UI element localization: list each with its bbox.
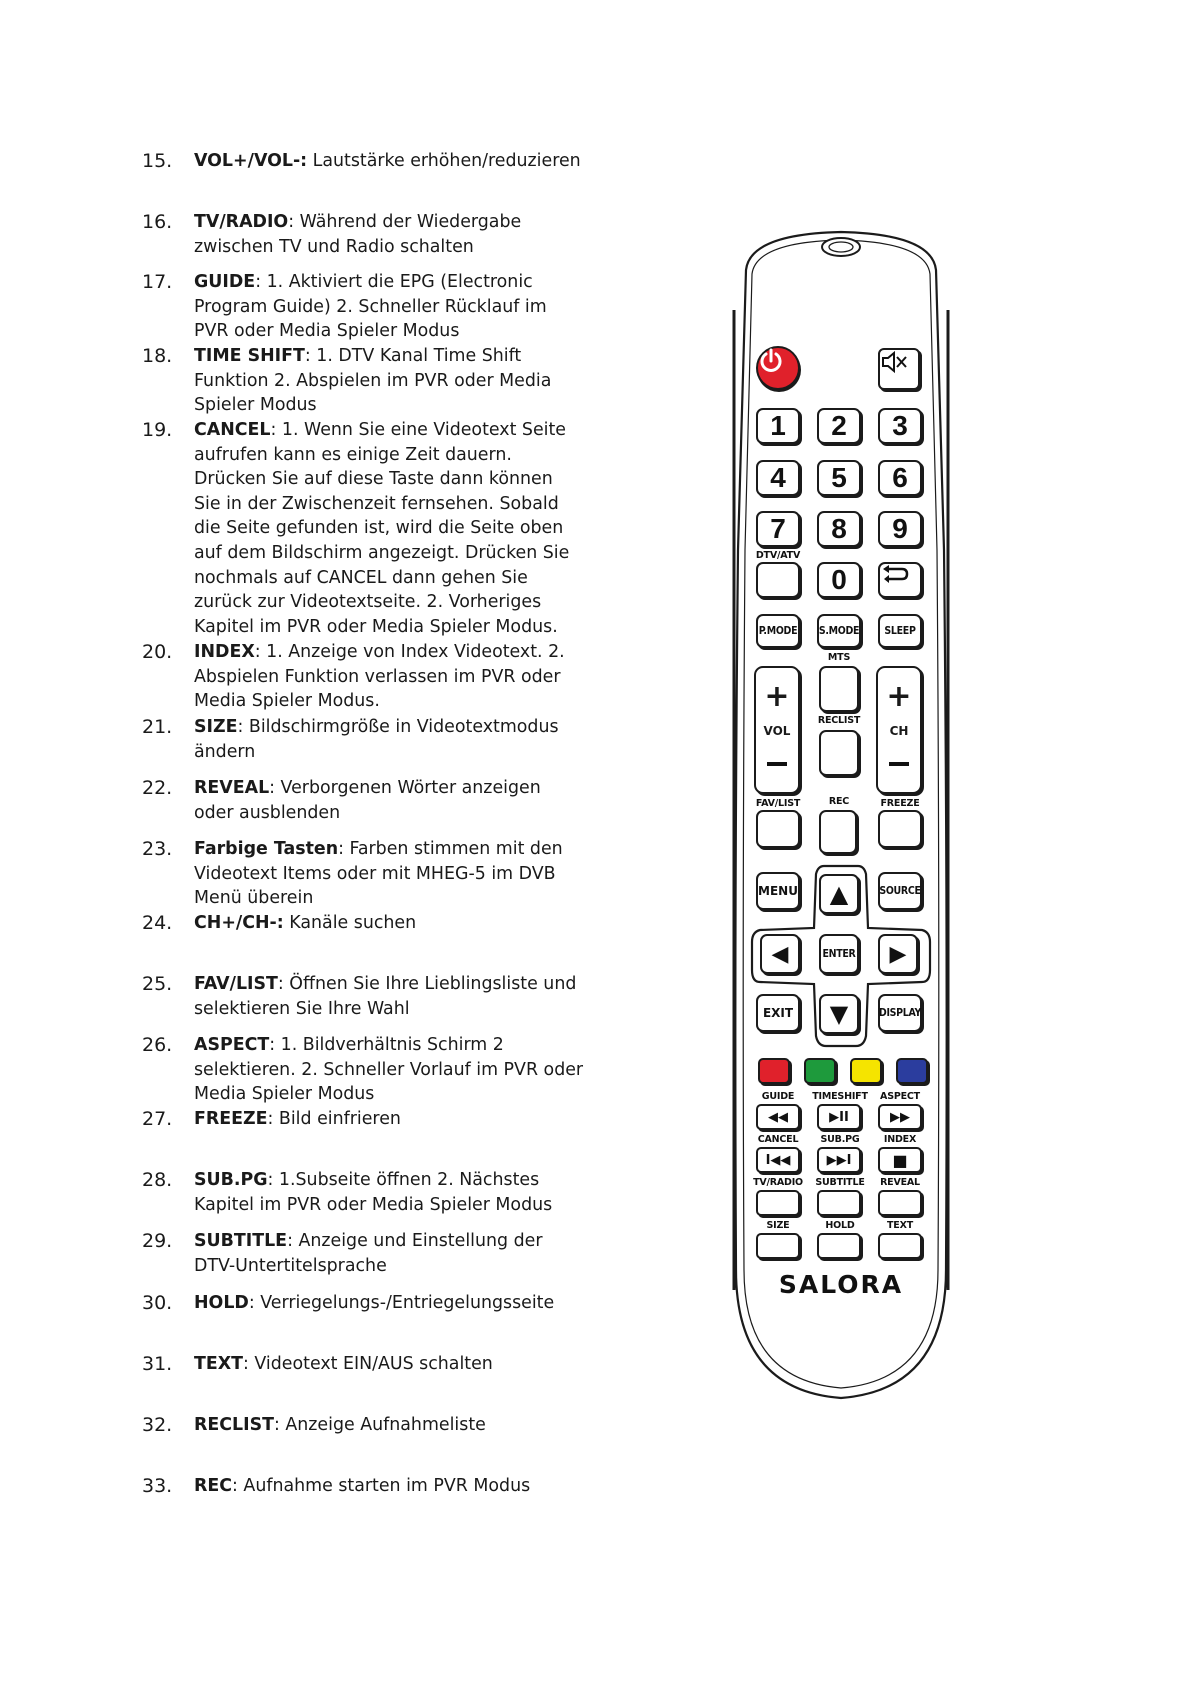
item-number: 24. xyxy=(142,912,173,934)
digit-7-button[interactable]: 7 xyxy=(756,511,800,547)
item-text xyxy=(194,344,584,418)
dtv-atv-label: DTV/ATV xyxy=(755,550,801,561)
item-number: 22. xyxy=(142,777,173,799)
item-label: CH+/CH-: xyxy=(194,913,284,933)
digit-0-button[interactable]: 0 xyxy=(817,562,861,598)
item-number: 27. xyxy=(142,1108,173,1130)
item-label: SIZE xyxy=(194,717,238,737)
mts-button[interactable] xyxy=(819,666,859,712)
volume-up-icon[interactable]: + xyxy=(764,679,790,714)
item-number: 33. xyxy=(142,1475,173,1497)
item-number: 18. xyxy=(142,345,173,367)
mute-icon xyxy=(880,350,908,374)
reveal-label: REVEAL xyxy=(880,1177,920,1188)
recall-button[interactable] xyxy=(878,562,922,598)
text-label: TEXT xyxy=(887,1220,913,1231)
item-text xyxy=(194,210,584,259)
item-desc: : Bildschirmgröße in Videotextmodus ändern xyxy=(194,717,559,762)
item-desc: : Aufnahme starten im PVR Modus xyxy=(232,1476,531,1496)
item-number: 15. xyxy=(142,150,173,172)
sleep-button[interactable]: SLEEP xyxy=(878,614,922,648)
digit-8-button[interactable]: 8 xyxy=(817,511,861,547)
s-mode-button[interactable]: S.MODE xyxy=(817,614,861,648)
item-desc: : Videotext EIN/AUS schalten xyxy=(243,1354,493,1374)
item-label: Farbige Tasten xyxy=(194,839,339,859)
item-desc: : 1. Aktiviert die EPG (Electronic Program Guide) 2. Schneller Rücklauf im PVR oder Media Spieler Modus xyxy=(194,272,547,342)
display-button[interactable]: DISPLAY xyxy=(878,994,922,1032)
item-label: ASPECT xyxy=(194,1035,270,1055)
item-text xyxy=(194,418,584,639)
digit-3-button[interactable]: 3 xyxy=(878,408,922,444)
yellow-color-button[interactable] xyxy=(850,1058,882,1084)
rec-button[interactable] xyxy=(819,810,857,854)
freeze-label: FREEZE xyxy=(880,798,920,809)
index-label: INDEX xyxy=(883,1134,917,1145)
item-text xyxy=(194,1229,584,1278)
item-number: 32. xyxy=(142,1414,173,1436)
item-desc: : Während der Wiedergabe zwischen TV und Radio schalten xyxy=(194,212,522,257)
recall-icon xyxy=(880,564,910,584)
item-label: TV/RADIO xyxy=(194,212,289,232)
item-desc: : 1. Wenn Sie eine Videotext Seite aufrufen kann es einige Zeit dauern. Drücken Sie auf diese Taste dann können Sie in der Zwischenzeit fernsehen. Sobald die Seite gefunden ist, wird die Seite oben auf dem Bildschirm angezeigt. Drücken Sie nochmals auf CANCEL dann gehen Sie zurück zur Videotextseite. 2. Vorheriges Kapitel im PVR oder Media Spieler Modus. xyxy=(194,420,570,637)
digit-5-button[interactable]: 5 xyxy=(817,460,861,496)
item-text xyxy=(194,776,584,825)
reveal-button[interactable] xyxy=(878,1190,922,1216)
item-desc: : 1. DTV Kanal Time Shift Funktion 2. Abspielen im PVR oder Media Spieler Modus xyxy=(194,346,552,416)
digit-1-button[interactable]: 1 xyxy=(756,408,800,444)
item-text xyxy=(194,1107,584,1132)
fav-list-label: FAV/LIST xyxy=(755,798,801,809)
mts-label: MTS xyxy=(827,652,851,663)
item-text xyxy=(194,911,584,936)
cancel-previous-button[interactable]: I◀◀ xyxy=(756,1147,800,1173)
channel-up-icon[interactable]: + xyxy=(886,679,912,714)
item-desc: : 1. Anzeige von Index Videotext. 2. Abspielen Funktion verlassen im PVR oder Media Spieler Modus. xyxy=(194,642,565,712)
item-label: REC xyxy=(194,1476,233,1496)
item-text xyxy=(194,1474,584,1499)
freeze-button[interactable] xyxy=(878,810,922,848)
remote-control-illustration xyxy=(716,230,966,1400)
power-button[interactable] xyxy=(756,346,800,390)
size-button[interactable] xyxy=(756,1233,800,1259)
item-number: 20. xyxy=(142,641,173,663)
up-button[interactable]: ▲ xyxy=(819,874,859,914)
green-color-button[interactable] xyxy=(804,1058,836,1084)
mute-button[interactable] xyxy=(878,348,920,390)
item-number: 31. xyxy=(142,1353,173,1375)
brand-logo: SALORA xyxy=(778,1270,904,1299)
p-mode-button[interactable]: P.MODE xyxy=(756,614,800,648)
item-desc: : Anzeige Aufnahmeliste xyxy=(273,1415,486,1435)
item-label: REVEAL xyxy=(194,778,270,798)
digit-9-button[interactable]: 9 xyxy=(878,511,922,547)
reclist-label: RECLIST xyxy=(817,715,861,726)
rec-label: REC xyxy=(828,796,850,807)
channel-down-icon[interactable] xyxy=(889,762,909,766)
item-text xyxy=(194,149,584,174)
item-desc: : Verriegelungs-/Entriegelungsseite xyxy=(248,1293,555,1313)
item-label: SUBTITLE xyxy=(194,1231,288,1251)
vol-label: VOL xyxy=(763,724,791,738)
dtv-atv-button[interactable] xyxy=(756,562,800,598)
hold-label: HOLD xyxy=(825,1220,855,1231)
index-stop-button[interactable]: ■ xyxy=(878,1147,922,1173)
digit-6-button[interactable]: 6 xyxy=(878,460,922,496)
right-button[interactable]: ▶ xyxy=(878,934,918,974)
aspect-label: ASPECT xyxy=(880,1091,920,1102)
text-button[interactable] xyxy=(878,1233,922,1259)
item-desc: : 1. Bildverhältnis Schirm 2 selektieren. 2. Schneller Vorlauf im PVR oder Media Spieler Modus xyxy=(194,1035,584,1105)
sub-pg-label: SUB.PG xyxy=(820,1134,860,1145)
aspect-fast-forward-button[interactable]: ▶▶ xyxy=(878,1104,922,1130)
item-number: 16. xyxy=(142,211,173,233)
subtitle-label: SUBTITLE xyxy=(815,1177,865,1188)
item-desc: : Verborgenen Wörter anzeigen oder ausblenden xyxy=(194,778,541,823)
item-desc: : Farben stimmen mit den Videotext Items oder mit MHEG-5 im DVB Menü überein xyxy=(194,839,563,909)
item-label: INDEX xyxy=(194,642,255,662)
item-text xyxy=(194,1033,584,1107)
red-color-button[interactable] xyxy=(758,1058,790,1084)
item-label: HOLD xyxy=(194,1293,249,1313)
channel-rocker[interactable] xyxy=(876,666,922,794)
item-label: TEXT xyxy=(194,1354,244,1374)
item-desc: Lautstärke erhöhen/reduzieren xyxy=(307,151,581,171)
exit-button[interactable]: EXIT xyxy=(756,994,800,1032)
item-number: 29. xyxy=(142,1230,173,1252)
enter-button[interactable]: ENTER xyxy=(819,934,859,974)
source-button[interactable]: SOURCE xyxy=(878,872,922,910)
item-desc: : 1.Subseite öffnen 2. Nächstes Kapitel im PVR oder Media Spieler Modus xyxy=(194,1170,553,1215)
item-desc: Kanäle suchen xyxy=(283,913,417,933)
size-label: SIZE xyxy=(766,1220,790,1231)
volume-rocker[interactable] xyxy=(754,666,800,794)
guide-rewind-button[interactable]: ◀◀ xyxy=(756,1104,800,1130)
timeshift-play-pause-button[interactable]: ▶II xyxy=(817,1104,861,1130)
item-label: GUIDE xyxy=(194,272,256,292)
digit-2-button[interactable]: 2 xyxy=(817,408,861,444)
ch-label: CH xyxy=(889,724,909,738)
item-desc: : Anzeige und Einstellung der DTV-Untertitelsprache xyxy=(194,1231,543,1276)
item-text xyxy=(194,1291,584,1316)
item-number: 17. xyxy=(142,271,173,293)
item-label: VOL+/VOL-: xyxy=(194,151,308,171)
fav-list-button[interactable] xyxy=(756,810,800,848)
item-number: 28. xyxy=(142,1169,173,1191)
item-number: 23. xyxy=(142,838,173,860)
item-text xyxy=(194,972,584,1021)
item-text xyxy=(194,270,584,344)
power-icon xyxy=(758,348,784,374)
item-number: 25. xyxy=(142,973,173,995)
item-label: FAV/LIST xyxy=(194,974,278,994)
reclist-button[interactable] xyxy=(819,730,859,776)
item-label: TIME SHIFT xyxy=(194,346,305,366)
item-text xyxy=(194,837,584,911)
volume-down-icon[interactable] xyxy=(767,762,787,766)
tv-radio-button[interactable] xyxy=(756,1190,800,1216)
item-number: 19. xyxy=(142,419,173,441)
left-button[interactable]: ◀ xyxy=(760,934,800,974)
item-label: FREEZE xyxy=(194,1109,268,1129)
item-text xyxy=(194,1352,584,1377)
timeshift-label: TIMESHIFT xyxy=(812,1091,868,1102)
item-label: RECLIST xyxy=(194,1415,274,1435)
item-number: 26. xyxy=(142,1034,173,1056)
item-text xyxy=(194,1413,584,1438)
item-number: 30. xyxy=(142,1292,173,1314)
down-button[interactable]: ▼ xyxy=(819,994,859,1034)
menu-button[interactable]: MENU xyxy=(756,872,800,910)
tv-radio-label: TV/RADIO xyxy=(753,1177,803,1188)
item-label: CANCEL xyxy=(194,420,271,440)
subtitle-button[interactable] xyxy=(817,1190,861,1216)
item-text xyxy=(194,715,584,764)
item-desc: : Bild einfrieren xyxy=(267,1109,401,1129)
cancel-label: CANCEL xyxy=(757,1134,799,1145)
item-label: SUB.PG xyxy=(194,1170,268,1190)
sub-pg-next-button[interactable]: ▶▶I xyxy=(817,1147,861,1173)
hold-button[interactable] xyxy=(817,1233,861,1259)
item-text xyxy=(194,640,584,714)
blue-color-button[interactable] xyxy=(896,1058,928,1084)
guide-label: GUIDE xyxy=(761,1091,795,1102)
digit-4-button[interactable]: 4 xyxy=(756,460,800,496)
item-text xyxy=(194,1168,584,1217)
item-desc: : Öffnen Sie Ihre Lieblingsliste und selektieren Sie Ihre Wahl xyxy=(194,974,577,1019)
item-number: 21. xyxy=(142,716,173,738)
